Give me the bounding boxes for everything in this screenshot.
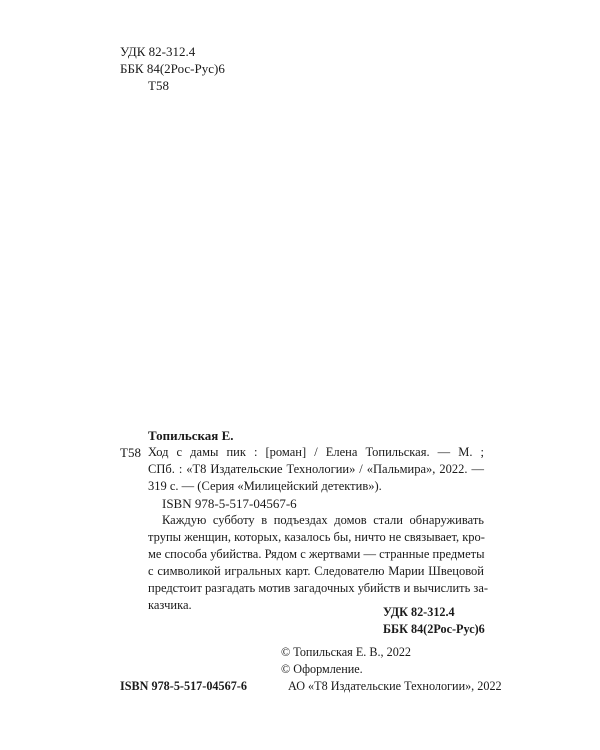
record-extent-line: 319 с. — (Серия «Милицейский детектив»). <box>148 479 382 493</box>
annotation-line: с символикой игральных карт. Следователю Марии Швецовой <box>148 564 484 578</box>
annotation-line: предстоит разгадать мотив загадочных убийств и вычислить за- <box>148 581 489 595</box>
record-title-line: СПб. : «Т8 Издательские Технологии» / «Пальмира», 2022. — <box>148 462 484 476</box>
annotation-line: ме способа убийства. Рядом с жертвами — странные предметы <box>148 547 485 561</box>
copyright-publisher: АО «Т8 Издательские Технологии», 2022 <box>288 679 502 693</box>
copyright-author: © Топильская Е. В., 2022 <box>281 645 412 659</box>
annotation-line: трупы женщин, которых, казалось бы, ничто не связывает, кро- <box>148 530 485 544</box>
record-isbn: ISBN 978-5-517-04567-6 <box>162 496 297 511</box>
bottom-bbk: ББК 84(2Рос-Рус)6 <box>383 622 485 636</box>
annotation-line: Каждую субботу в подъездах домов стали обнаруживать <box>162 513 484 527</box>
record-author-code: Т58 <box>120 445 141 460</box>
record-title-line: Ход с дамы пик : [роман] / Елена Топильская. — М. ; <box>148 445 484 459</box>
annotation <box>148 512 489 614</box>
annotation-line: казчика. <box>148 598 192 612</box>
top-udk: УДК 82-312.4 <box>120 44 196 59</box>
author-heading: Топильская Е. <box>148 428 234 443</box>
footer-isbn: ISBN 978-5-517-04567-6 <box>120 679 247 693</box>
bottom-udk: УДК 82-312.4 <box>383 605 455 619</box>
record-title-block <box>148 444 484 495</box>
copyright-design: © Оформление. <box>281 662 363 676</box>
top-bbk: ББК 84(2Рос-Рус)6 <box>120 61 225 76</box>
top-author-code: Т58 <box>148 78 169 93</box>
